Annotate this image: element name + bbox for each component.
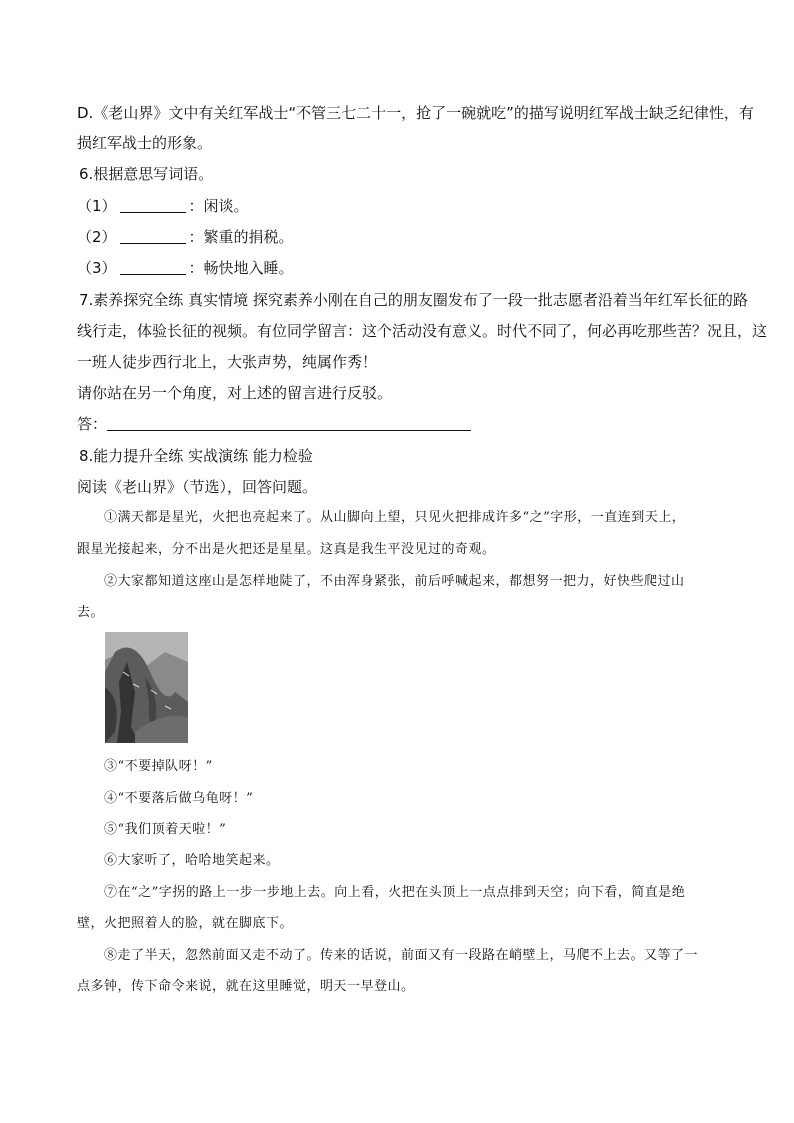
mountain-illustration <box>105 632 188 743</box>
q6-item-2 <box>77 227 294 247</box>
q7-answer-label: 答： <box>77 415 108 433</box>
q8-instruction: 阅读《老山界》（节选），回答问题。 <box>77 478 318 496</box>
q6-item-3-number: （3） <box>77 259 117 277</box>
q6-item-1-number: （1） <box>77 197 117 215</box>
q7-line3: 一班人徒步西行北上，大张声势，纯属作秀！ <box>77 353 378 371</box>
q6-item-1 <box>77 196 249 216</box>
q6-item-2-number: （2） <box>77 228 117 246</box>
q5-option-d-line2: 损红军战士的形象。 <box>77 134 213 152</box>
passage-p4: ④“不要落后做乌龟呀！” <box>104 791 254 806</box>
q7-line1: 7.素养探究全练 真实情境 探究素养小刚在自己的朋友圈发布了一段一批志愿者沿着当年红军长征的路 <box>79 291 748 309</box>
q6-stem: 6.根据意思写词语。 <box>79 165 214 183</box>
passage-p7-line2: 壁，火把照着人的脸，就在脚底下。 <box>77 916 294 931</box>
q6-item-1-blank[interactable] <box>120 198 186 213</box>
passage-p8-line2: 点多钟，传下命令来说，就在这里睡觉，明天一早登山。 <box>77 979 415 994</box>
q6-item-2-blank[interactable] <box>120 229 186 244</box>
passage-p1-line2: 跟星光接起来，分不出是火把还是星星。这真是我生平没见过的奇观。 <box>77 542 496 557</box>
q8-stem: 8.能力提升全练 实战演练 能力检验 <box>79 447 313 465</box>
passage-p2-line2: 去。 <box>77 605 105 620</box>
q6-item-3-blank[interactable] <box>120 260 186 275</box>
passage-p5: ⑤“我们顶着天啦！” <box>104 822 227 837</box>
q6-item-1-meaning: ：闲谈。 <box>188 197 249 215</box>
passage-p3: ③“不要掉队呀！” <box>104 759 213 774</box>
q6-item-2-meaning: ：繁重的捐税。 <box>188 228 294 246</box>
q7-answer-line[interactable] <box>107 416 471 431</box>
q7-answer-row <box>77 414 471 434</box>
q7-instruction: 请你站在另一个角度，对上述的留言进行反驳。 <box>77 384 393 402</box>
q5-option-d-line1: D.《老山界》文中有关红军战士“不管三七二十一，抢了一碗就吃”的描写说明红军战士缺乏纪律性，有 <box>77 104 754 122</box>
passage-p6: ⑥大家听了，哈哈地笑起来。 <box>104 853 280 868</box>
q7-line2: 线行走，体验长征的视频。有位同学留言：这个活动没有意义。时代不同了，何必再吃那些苦？况且，这 <box>77 322 768 340</box>
q6-item-3-meaning: ：畅快地入睡。 <box>188 259 294 277</box>
q6-item-3 <box>77 258 294 278</box>
passage-p2-line1: ②大家都知道这座山是怎样地陡了，不由浑身紧张，前后呼喊起来，都想努一把力，好快些爬过山 <box>104 574 685 589</box>
mountain-illustration-art <box>105 632 188 743</box>
passage-p7-line1: ⑦在“之”字拐的路上一步一步地上去。向上看，火把在头顶上一点点排到天空；向下看，简直是绝 <box>104 885 686 900</box>
passage-p1-line1: ①满天都是星光，火把也亮起来了。从山脚向上望，只见火把排成许多“之”字形，一直连到天上， <box>104 510 686 525</box>
passage-p8-line1: ⑧走了半天，忽然前面又走不动了。传来的话说，前面又有一段路在峭壁上，马爬不上去。又等了一 <box>104 948 699 963</box>
